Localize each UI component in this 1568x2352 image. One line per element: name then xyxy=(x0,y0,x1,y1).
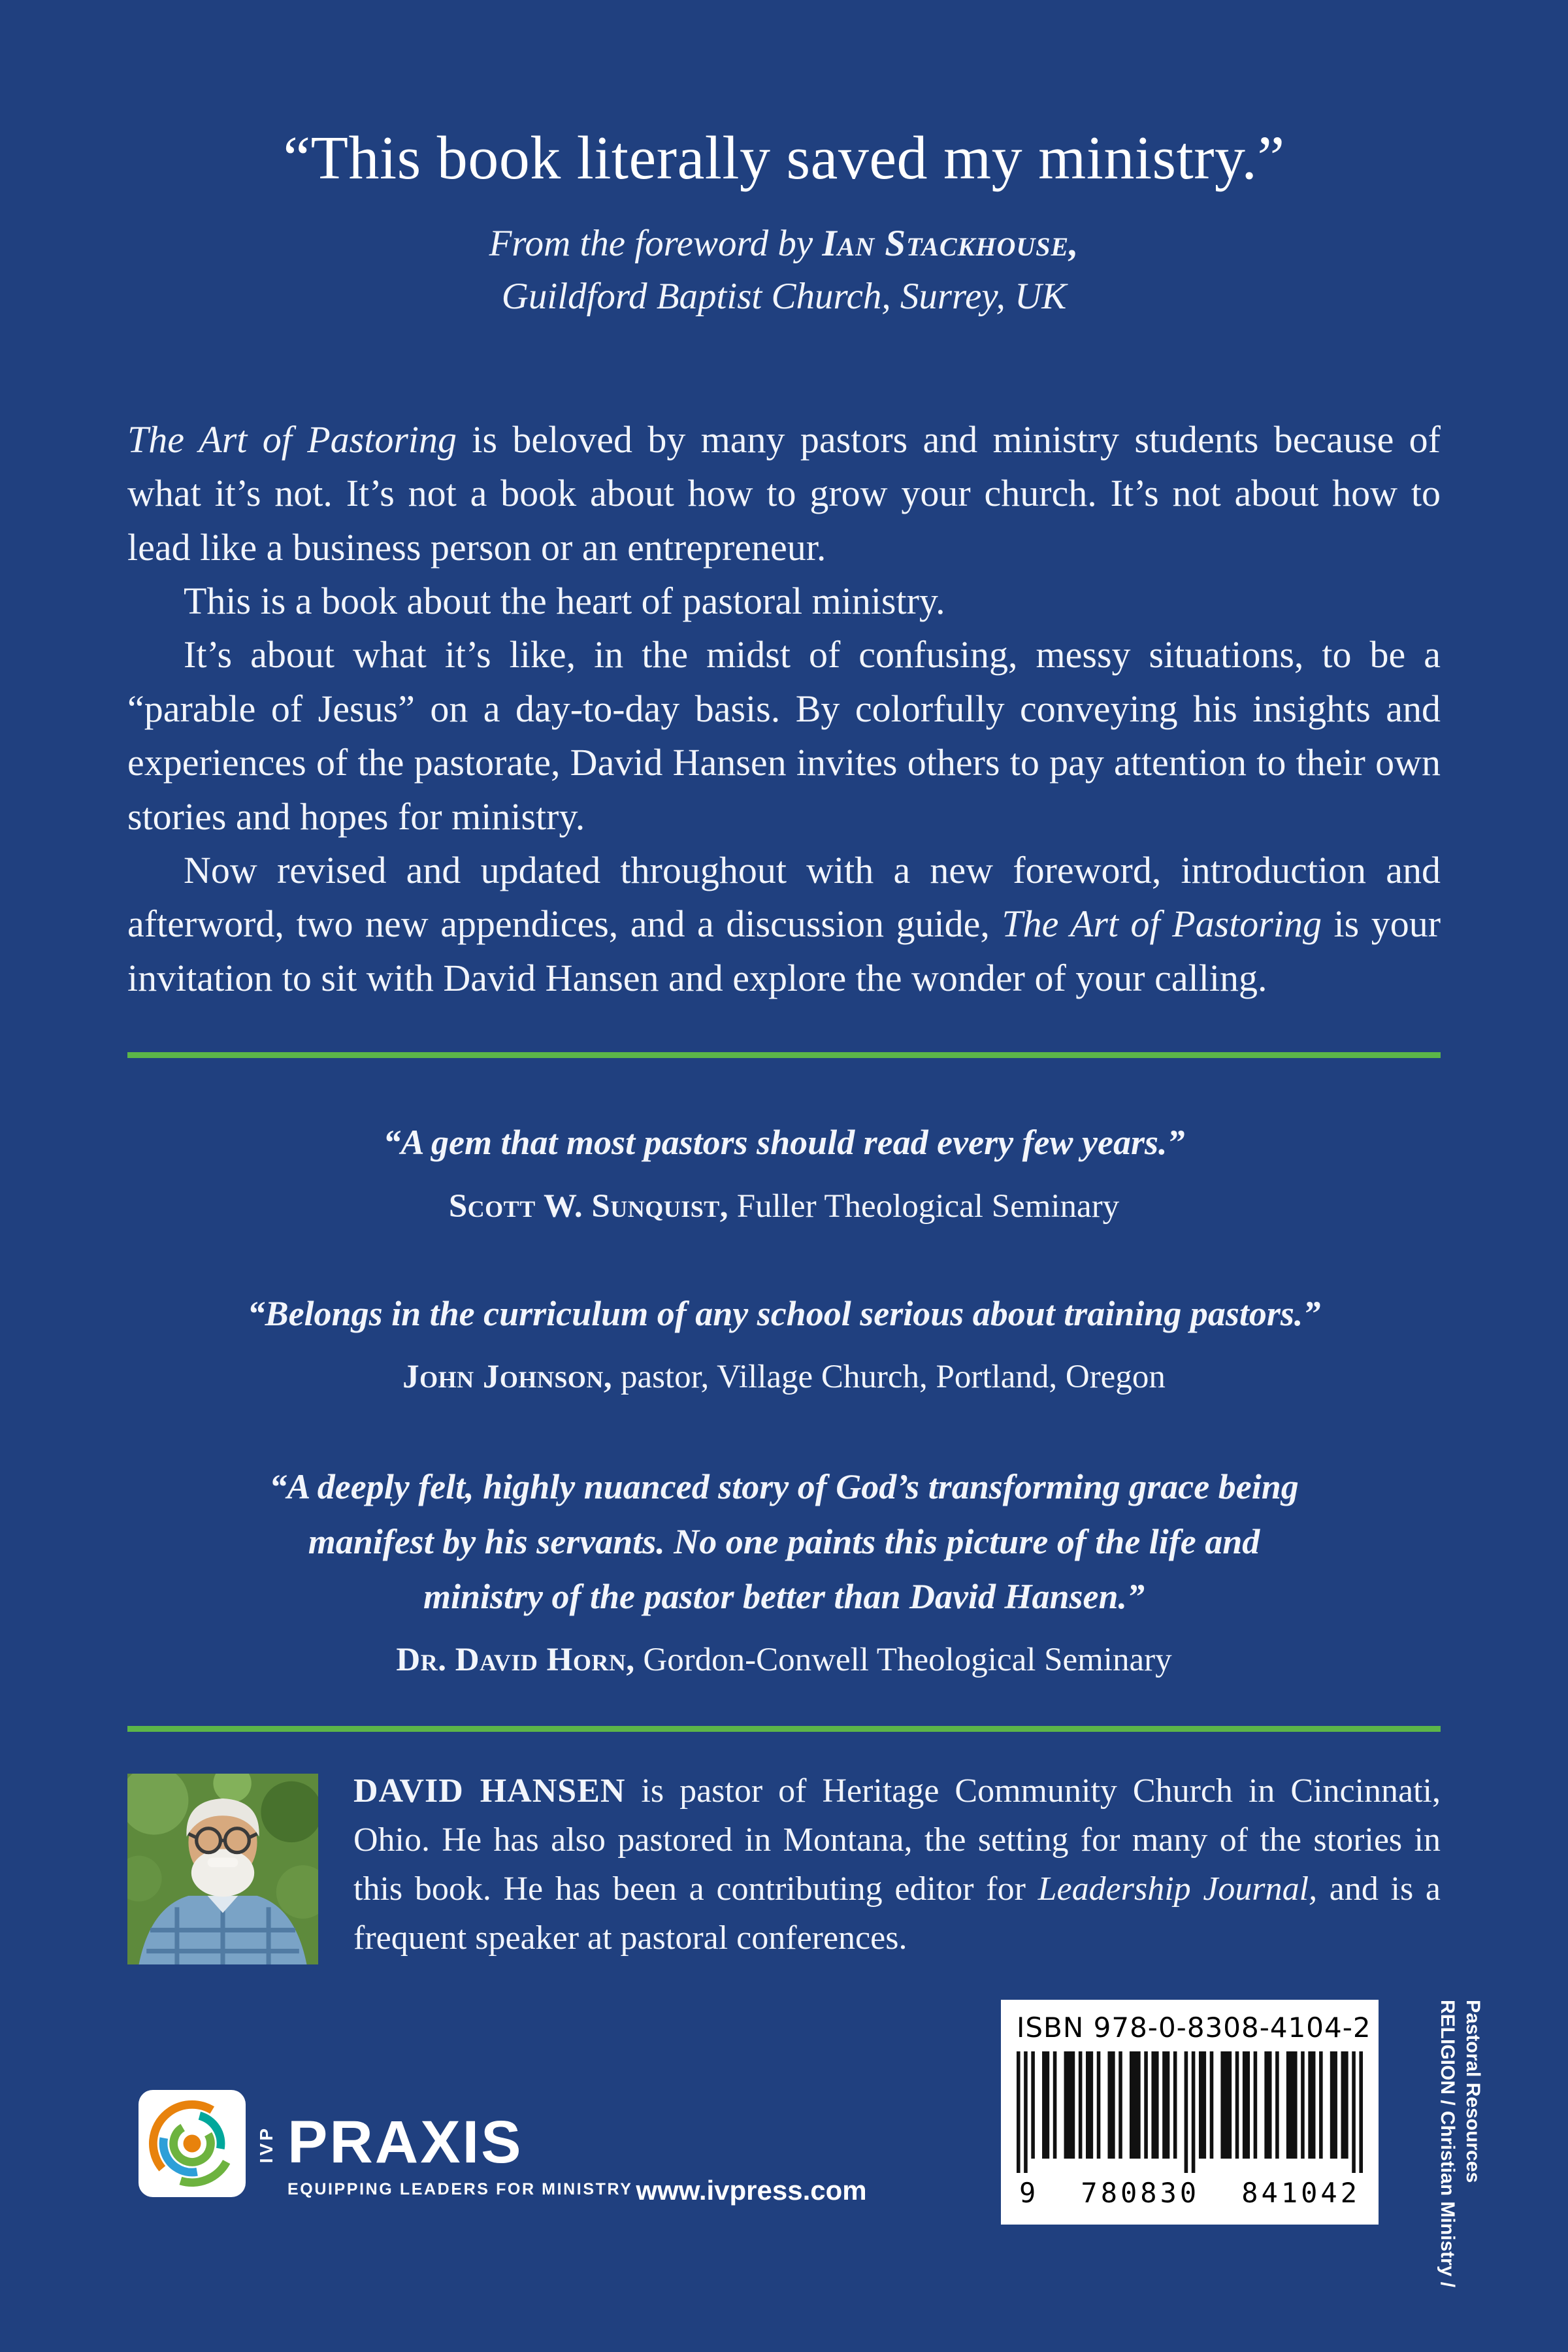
imprint-tagline: EQUIPPING LEADERS FOR MINISTRY xyxy=(287,2180,633,2198)
foreword-prefix: From the foreword by xyxy=(489,223,823,264)
endorsement-attribution xyxy=(0,1641,1568,1679)
endorser-affiliation: Fuller Theological Seminary xyxy=(728,1187,1120,1225)
description-text: is your invitation to sit with David Hansen and explore the wonder of your calling. xyxy=(127,903,1441,999)
endorsement-quote: “A gem that most pastors should read every few years.” xyxy=(383,1122,1185,1162)
masthead xyxy=(0,0,1568,318)
endorsement-quote: “Belongs in the curriculum of any school serious about training pastors.” xyxy=(247,1293,1321,1333)
ivp-label: IVP xyxy=(256,2125,276,2164)
book-title-inline: The Art of Pastoring xyxy=(127,418,457,461)
endorsement-quote: “A deeply felt, highly nuanced story of God’s transforming grace being manifest by his servants. No one paints this picture of the life and ministry of the pastor better than David Hansen.” xyxy=(269,1467,1299,1616)
description-text: Now revised and updated throughout with a new foreword, introduction and afterword, two new appendices, and a discussion guide, xyxy=(127,848,1441,946)
author-bio xyxy=(353,1767,1441,1963)
barcode-group-2: 841042 xyxy=(1241,2177,1360,2209)
endorsement-attribution xyxy=(0,1358,1568,1396)
endorser-affiliation: Gordon-Conwell Theological Seminary xyxy=(634,1642,1172,1679)
barcode-digits xyxy=(1017,2177,1363,2209)
journal-title-inline: Leadership Journal, xyxy=(1037,1870,1318,1908)
divider-bottom xyxy=(127,1726,1441,1732)
category-line-2: Pastoral Resources xyxy=(1462,2000,1484,2183)
barcode-group-1: 780830 xyxy=(1081,2177,1200,2209)
publisher-website: www.ivpress.com xyxy=(636,2175,867,2206)
endorsements-section xyxy=(0,1116,1568,1679)
description-paragraph: This is a book about the heart of pastoral ministry. xyxy=(184,580,945,623)
endorser-name: Dr. David Horn, xyxy=(396,1642,635,1679)
bio-text: is pastor of Heritage Community Church in Cincinnati, Ohio. He has also pastored in Montana, the setting for many of the stories in this book. He has been a contributing editor for xyxy=(353,1772,1441,1908)
isbn-label: ISBN 978-0-8308-4104-2 xyxy=(1017,2012,1371,2044)
headline-quote: “This book literally saved my ministry.” xyxy=(283,124,1285,192)
description-paragraph xyxy=(127,413,1441,574)
foreword-name: Ian Stackhouse, xyxy=(822,223,1079,264)
foreword-organization: Guildford Baptist Church, Surrey, UK xyxy=(501,276,1067,317)
praxis-logo-icon xyxy=(146,2097,238,2190)
barcode-icon xyxy=(1017,2051,1363,2173)
praxis-logo-tile xyxy=(139,2090,246,2197)
barcode-lead-digit: 9 xyxy=(1019,2177,1039,2209)
author-section xyxy=(127,1774,1441,1964)
author-name: DAVID HANSEN xyxy=(353,1772,626,1810)
endorser-name: John Johnson, xyxy=(402,1359,613,1396)
imprint-block xyxy=(287,2109,633,2199)
foreword-attribution xyxy=(0,222,1568,265)
author-portrait-illustration xyxy=(127,1774,318,1964)
endorser-affiliation: pastor, Village Church, Portland, Oregon xyxy=(612,1359,1166,1396)
barcode-panel xyxy=(1001,2000,1379,2225)
imprint-name: PRAXIS xyxy=(287,2109,523,2176)
endorser-name: Scott W. Sunquist, xyxy=(448,1187,728,1225)
description-text: is beloved by many pastors and ministry students because of what it’s not. It’s not a book about how to grow your church. It’s not about how to lead like a business person or an entrepreneur. xyxy=(127,418,1441,569)
publisher-logo-block xyxy=(139,2090,633,2199)
book-title-inline: The Art of Pastoring xyxy=(1002,903,1322,946)
description-paragraph: It’s about what it’s like, in the midst of confusing, messy situations, to be a “parable of Jesus” on a day-to-day basis. By colorfully conveying his insights and experiences of the pastorate, David Hansen invites others to pay attention to their own stories and hopes for ministry. xyxy=(127,633,1441,838)
bio-text: and is a frequent speaker at pastoral conferences. xyxy=(353,1870,1441,1957)
author-photo xyxy=(127,1774,318,1964)
book-description xyxy=(127,413,1441,1005)
divider-top xyxy=(127,1052,1441,1058)
endorsement-attribution xyxy=(0,1187,1568,1225)
description-paragraph xyxy=(127,844,1441,1005)
category-line-1: RELIGION / Christian Ministry / xyxy=(1437,2000,1458,2288)
category-label xyxy=(1435,2000,1486,2288)
